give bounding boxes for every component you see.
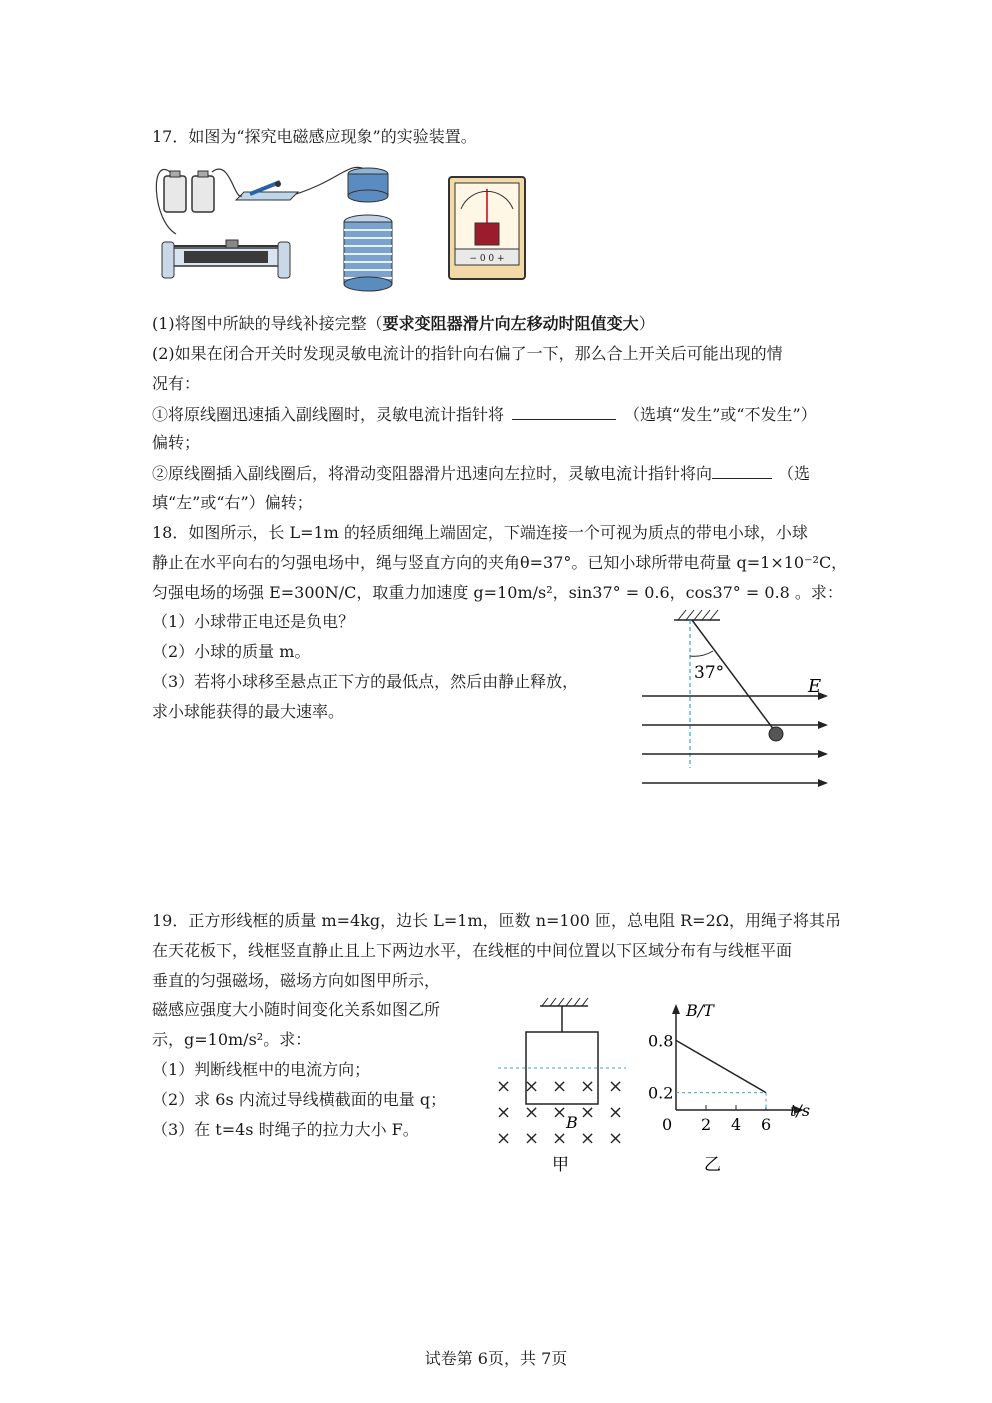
- q18-sub1: （1）小球带正电还是负电？: [152, 612, 355, 631]
- secondary-coil-icon: [344, 215, 392, 291]
- x-tick-label: 4: [731, 1115, 742, 1134]
- q18-sub3-line2: 求小球能获得的最大速率。: [152, 702, 345, 721]
- ceiling-hatch: [540, 998, 588, 1006]
- svg-text:×: ×: [608, 1102, 624, 1123]
- y-axis-arrow: [672, 1004, 680, 1014]
- q17-case2: ②原线圈插入副线圈后，将滑动变阻器滑片迅速向左拉时，灵敏电流计指针将向 （选: [152, 464, 811, 483]
- q19-sub2: （2）求 6s 内流过导线横截面的电量 q；: [152, 1090, 447, 1109]
- q17-part2-line2: 况有：: [152, 374, 201, 393]
- switch-icon: [236, 181, 298, 200]
- svg-text:×: ×: [496, 1102, 512, 1123]
- y-axis-label: B/T: [686, 1001, 714, 1020]
- battery-icon: [164, 171, 214, 212]
- q19-figure-a: [490, 996, 630, 1176]
- charged-ball: [769, 727, 783, 741]
- q18-line2: 静止在水平向右的匀强电场中，绳与竖直方向的夹角θ=37°。已知小球所带电荷量 q=1×10⁻²C，: [152, 553, 848, 572]
- svg-text:×: ×: [608, 1076, 624, 1097]
- q19-line4: 磁感应强度大小随时间变化关系如图乙所: [152, 1000, 441, 1019]
- caption-a: 甲: [552, 1155, 569, 1175]
- q19-line2: 在天花板下，线框竖直静止且上下两边水平，在线框的中间位置以下区域分布有与线框平面: [152, 941, 793, 960]
- answer-blank-1[interactable]: [512, 403, 616, 420]
- field-crosses: [496, 1076, 623, 1149]
- svg-text:×: ×: [524, 1102, 540, 1123]
- svg-text:×: ×: [552, 1128, 568, 1149]
- series-line: [676, 1040, 766, 1092]
- primary-coil-icon: [348, 168, 388, 202]
- q17-part2-line1: (2)如果在闭合开关时发现灵敏电流计的指针向右偏了一下，那么合上开关后可能出现的情: [152, 344, 783, 363]
- field-label: B: [566, 1113, 578, 1132]
- field-label: E: [808, 676, 822, 697]
- svg-text:×: ×: [608, 1128, 624, 1149]
- q17-case1-line2: 偏转；: [152, 433, 201, 452]
- q19-sub1: （1）判断线框中的电流方向；: [152, 1060, 371, 1079]
- y-tick-label: 0.2: [648, 1083, 674, 1103]
- x-tick-label: 6: [761, 1115, 772, 1134]
- q17-case1: ①将原线圈迅速插入副线圈时，灵敏电流计指针将 （选填“发生”或“不发生”）: [152, 405, 817, 424]
- rheostat-icon: [162, 240, 290, 278]
- q17-title: 17．如图为“探究电磁感应现象”的实验装置。: [152, 127, 477, 146]
- svg-text:×: ×: [496, 1128, 512, 1149]
- q19-line1: 19．正方形线框的质量 m=4kg，边长 L=1m，匝数 n=100 匝，总电阻 R=2Ω，用绳子将其吊: [152, 911, 842, 930]
- answer-blank-2[interactable]: [712, 462, 772, 479]
- x-tick-label: 2: [701, 1115, 712, 1134]
- q18-sub3-line1: （3）若将小球移至悬点正下方的最低点，然后由静止释放，: [152, 672, 579, 691]
- q19-sub3: （3）在 t=4s 时绳子的拉力大小 F。: [152, 1120, 419, 1139]
- q19-line3: 垂直的匀强磁场，磁场方向如图甲所示，: [152, 971, 441, 990]
- q18-pendulum-figure: [636, 606, 836, 790]
- galvanometer-icon: [447, 175, 527, 281]
- svg-text:×: ×: [552, 1102, 568, 1123]
- page-footer: 试卷第 6页，共 7页: [424, 1349, 568, 1368]
- q19-line5: 示，g=10m/s²。求：: [152, 1030, 312, 1049]
- x-axis-label: t/s: [790, 1101, 811, 1120]
- svg-text:×: ×: [580, 1102, 596, 1123]
- q19-figure-b-graph: [640, 996, 820, 1176]
- caption-b: 乙: [704, 1155, 721, 1175]
- ceiling-hatch: [674, 610, 720, 620]
- svg-text:×: ×: [580, 1076, 596, 1097]
- y-tick-label: 0.8: [648, 1031, 674, 1051]
- svg-text:×: ×: [580, 1128, 596, 1149]
- svg-text:×: ×: [524, 1076, 540, 1097]
- q17-case2-line2: 填“左”或“右”）偏转；: [152, 493, 313, 512]
- q17-circuit-apparatus: [150, 160, 400, 295]
- angle-label: 37°: [694, 663, 725, 683]
- q18-sub2: （2）小球的质量 m。: [152, 642, 311, 661]
- q17-part1: (1)将图中所缺的导线补接完整（要求变阻器滑片向左移动时阻值变大）: [152, 314, 655, 333]
- svg-text:×: ×: [552, 1076, 568, 1097]
- q18-line3: 匀强电场的场强 E=300N/C，取重力加速度 g=10m/s²，sin37° = 0.6，cos37° = 0.8 。求：: [152, 583, 843, 602]
- origin-label: 0: [662, 1115, 673, 1134]
- svg-text:×: ×: [524, 1128, 540, 1149]
- svg-text:×: ×: [496, 1076, 512, 1097]
- q18-line1: 18．如图所示，长 L=1m 的轻质细绳上端固定，下端连接一个可视为质点的带电小球，小球: [152, 523, 808, 542]
- galvanometer-terminals: − 0 0 +: [469, 254, 505, 264]
